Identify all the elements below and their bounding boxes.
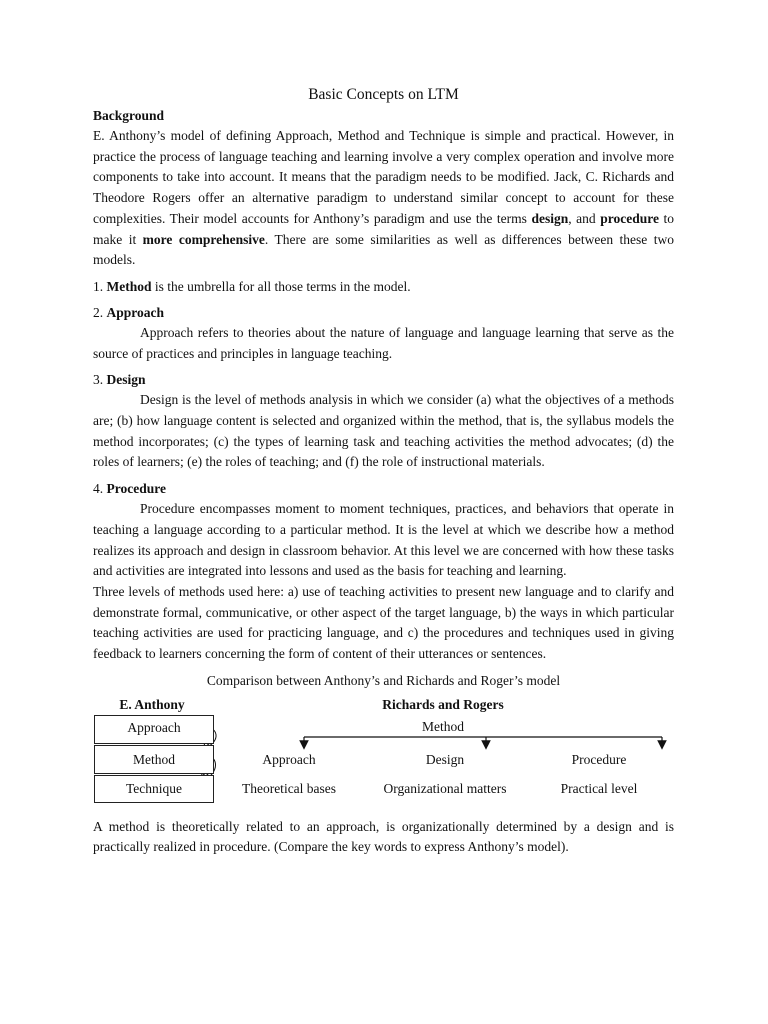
richards-desc-approach: Theoretical bases xyxy=(241,780,337,796)
item-design-term: Design xyxy=(106,372,146,388)
levels-paragraph: Three levels of methods used here: a) use of teaching activities to present new language and to clarify and demonstrate formal, communicative, or other aspect of the target language, b) the ways in which particular teaching activities are used for practicing language, and c) the procedures and techniques used in giving feedback to learners concerning the form of content of their utterances or sentences. xyxy=(93,583,674,662)
item-approach-heading xyxy=(93,303,674,323)
richards-desc-procedure: Practical level xyxy=(560,780,638,796)
richards-branch-design: Design xyxy=(425,751,465,767)
item-approach-term: Approach xyxy=(106,304,165,320)
background-text-3: to make it xyxy=(93,210,674,247)
anthony-level-approach xyxy=(94,715,214,744)
closing-paragraph: A method is theoretically related to an approach, is organizationally determined by a design and is practically realized in procedure. (Compare the key words to express Anthony’s model). xyxy=(93,818,674,855)
richards-desc-design: Organizational matters xyxy=(383,780,507,796)
anthony-level-technique-label: Technique xyxy=(125,780,183,796)
item-method xyxy=(93,277,674,297)
background-heading: Background xyxy=(93,108,165,123)
item-approach-paragraph: Approach refers to theories about the nature of language and language learning that serve as the source of practices and principles in language teaching. xyxy=(93,324,674,361)
anthony-level-approach-label: Approach xyxy=(127,719,181,735)
comparison-diagram xyxy=(93,693,674,811)
item-method-number: 1. xyxy=(93,278,107,294)
richards-branch-approach: Approach xyxy=(262,751,316,767)
document-body xyxy=(93,86,674,858)
term-procedure: procedure xyxy=(600,210,659,226)
item-procedure-heading xyxy=(93,479,674,499)
item-design-paragraph: Design is the level of methods analysis in which we consider (a) what the objectives of a methods are; (b) how language content is selected and organized within the method, that is, the syllabus models the method incorporates; (c) the types of learning task and teaching activities the method advocates; (d) the roles of learners; (e) the roles of teaching; and (f) the role of instructional materials. xyxy=(93,392,674,470)
background-paragraph xyxy=(93,126,674,271)
richards-heading: Richards and Rogers xyxy=(382,696,504,712)
richards-branch-procedure: Procedure xyxy=(571,751,627,767)
item-method-text: is the umbrella for all those terms in the model. xyxy=(151,278,411,294)
anthony-level-method xyxy=(94,745,214,774)
item-procedure-term: Procedure xyxy=(106,481,166,497)
item-procedure-number: 4. xyxy=(93,481,107,497)
document-title: Basic Concepts on LTM xyxy=(308,86,459,103)
item-approach-number: 2. xyxy=(93,304,107,320)
background-text-2: , and xyxy=(568,210,601,226)
background-text-4: . There are some similarities as well as differences between these two models. xyxy=(93,231,674,268)
term-design: design xyxy=(531,210,569,226)
richards-root-method: Method xyxy=(422,718,464,734)
item-design-heading xyxy=(93,370,674,390)
item-design-number: 3. xyxy=(93,372,107,388)
comparison-caption: Comparison between Anthony’s and Richards and Roger’s model xyxy=(206,672,561,688)
term-more-comprehensive: more comprehensive xyxy=(142,231,265,247)
anthony-heading: E. Anthony xyxy=(119,696,185,712)
background-text-1: E. Anthony’s model of defining Approach, Method and Technique is simple and practical. However, in practice the process of language teaching and learning involve a very complex operation and involve more components to take into account. It means that the paradigm needs to be modified. Jack, C. Richards and Theodore Rogers offer an alternative paradigm to understand similar concept to account for these complexities. Their model accounts for Anthony’s paradigm and use the terms xyxy=(93,128,674,226)
anthony-level-technique xyxy=(94,775,214,803)
item-method-term: Method xyxy=(106,278,152,294)
item-procedure-paragraph: Procedure encompasses moment to moment techniques, practices, and behaviors that operate in teaching a language according to a particular method. It is the level at which we describe how a method realizes its approach and design in classroom behavior. At this level we are concerned with how these tasks and activities are integrated into lessons and used as the basis for teaching and learning. xyxy=(93,501,674,579)
anthony-level-method-label: Method xyxy=(133,751,175,767)
